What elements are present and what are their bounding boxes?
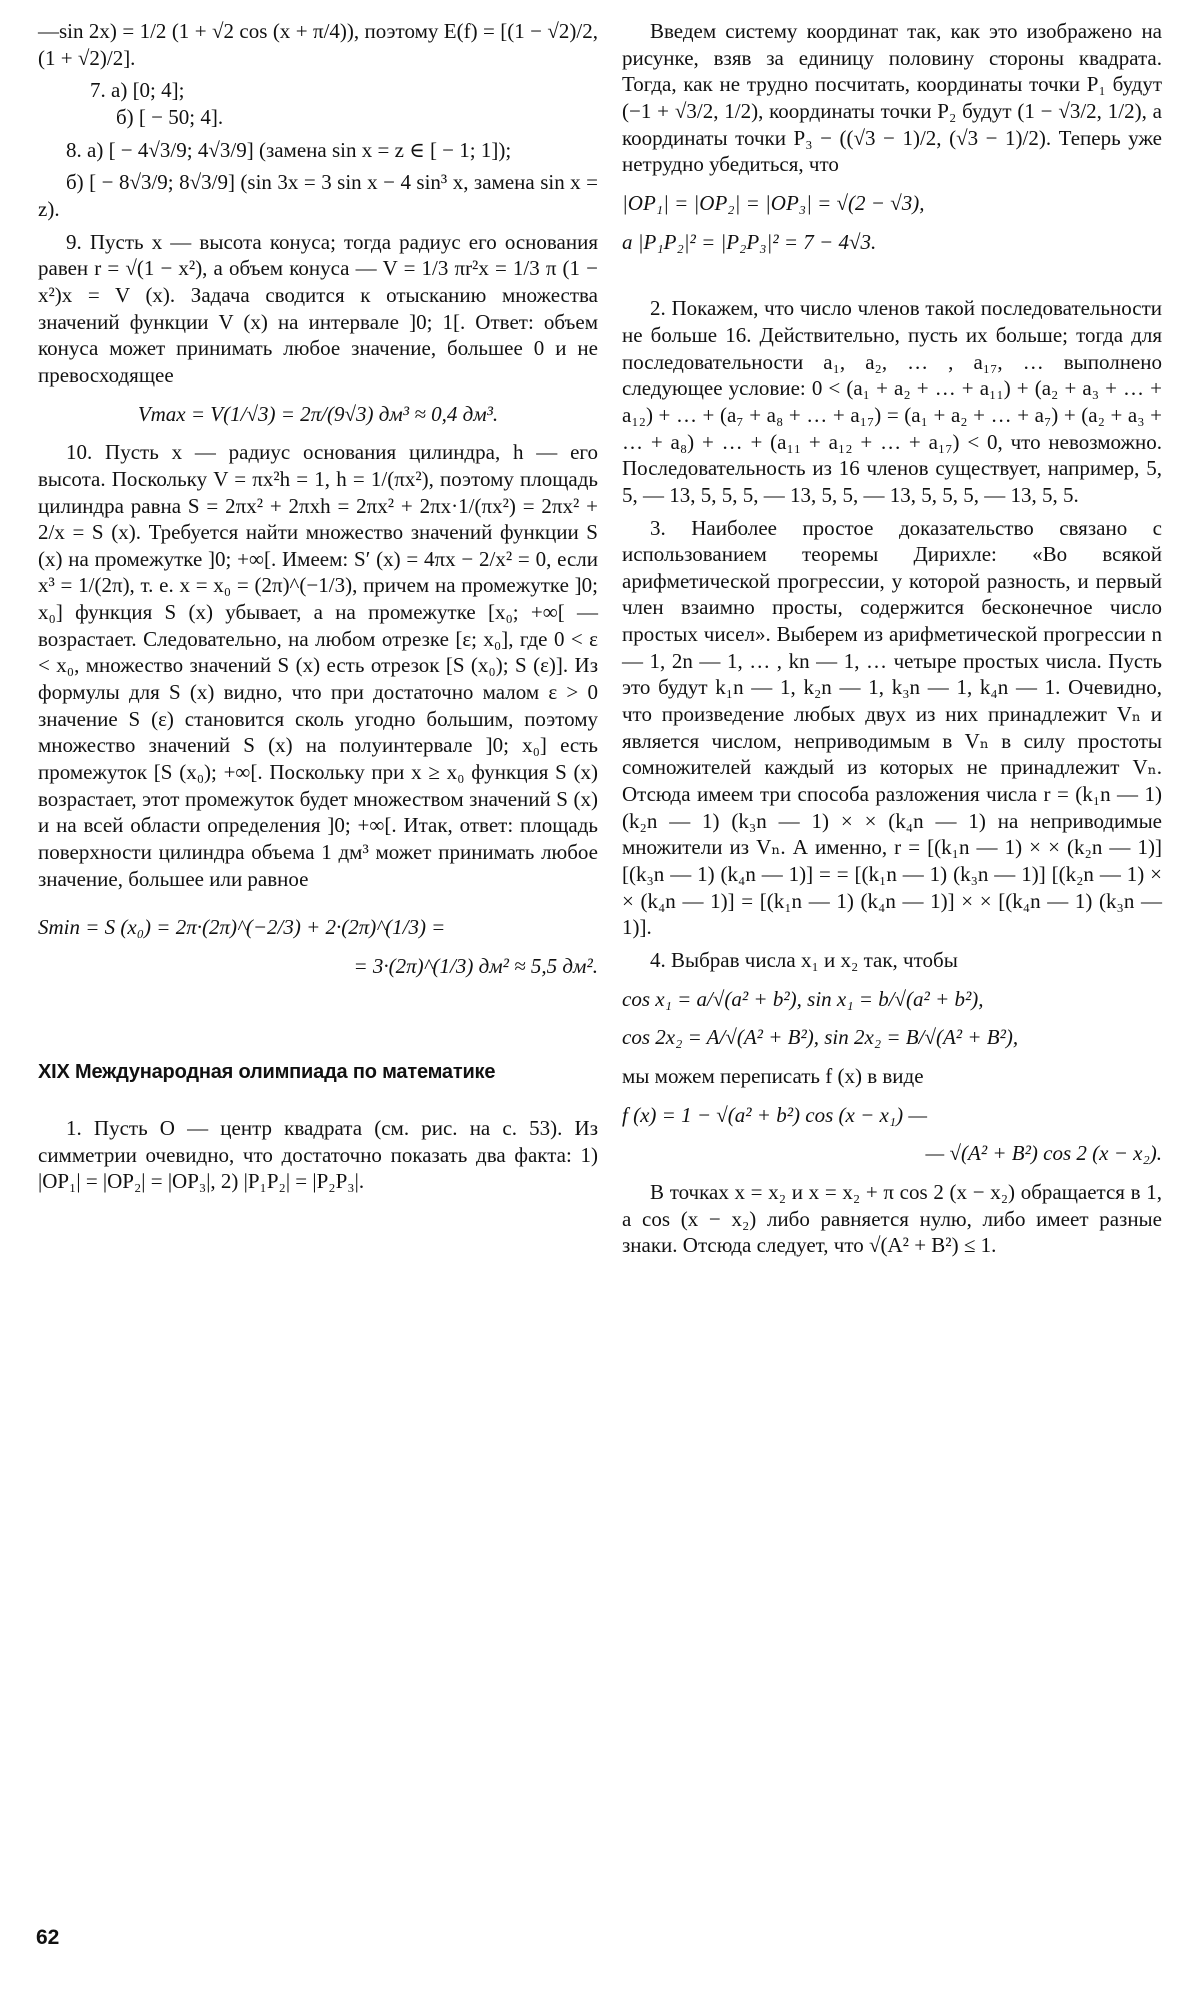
solution-9: 9. Пусть x — высота конуса; тогда радиус его основания равен r = √(1 − x²), а объем конуса — V = 1/3 πr²x = 1/3 π (1 − x²)x = V (x). Задача сводится к отысканию множества значений функции V (x) на интервале ]0; 1[. Ответ: объем конуса может принимать любое значение, большее 0 и не превосходящее [38,229,598,387]
formula-op-lengths: |OP₁| = |OP₂| = |OP₃| = √(2 − √3), [622,190,925,215]
answer-7b: б) [ − 50; 4]. [116,104,224,129]
olympiad-problem-2: 2. Покажем, что число членов такой последовательности не больше 16. Действительно, пусть их больше; тогда для последовательности a₁, a₂, … , a₁₇, … выполнено следующее условие: 0 < (a₁ + a₂ + … + a₁₁) + (a₂ + a₃ + … + a₁₂) + … + (a₇ + a₈ + … + a₁₇) = (a₁ + a₂ + … + a₇) + (a₂ + a₃ + … + a₈) + … + (a₁₁ + a₁₂ + … + a₁₇) < 0, что невозможно. Последовательность из 16 членов существует, например, 5, 5, — 13, 5, 5, 5, — 13, 5, 5, — 13, 5, 5, 5, — 13, 5, 5. [622,296,1162,507]
formula-x1: cos x₁ = a/√(a² + b²), sin x₁ = b/√(a² + b²), [622,986,984,1011]
solution-6-end: —sin 2x) = 1/2 (1 + √2 cos (x + π/4)), поэтому E(f) = [(1 − √2)/2, (1 + √2)/2]. [38,19,598,70]
answer-8b: б) [ − 8√3/9; 8√3/9] (sin 3x = 3 sin x − 4 sin³ x, замена sin x = z). [38,170,598,221]
answer-8a: 8. а) [ − 4√3/9; 4√3/9] (замена sin x = z ∈ [ − 1; 1]); [66,137,512,162]
formula-p-distances: а |P₁P₂|² = |P₂P₃|² = 7 − 4√3. [622,229,877,254]
coordinates-paragraph: Введем систему координат так, как это изображено на рисунке, взяв за единицу половину стороны квадрата. Тогда, как не трудно посчитать, координаты точки P₁ будут (−1 + √3/2, 1/2), координаты точки P₂ будут (1 − √3/2, 1/2), а координаты точки P₃ − ((√3 − 1)/2, (√3 − 1)/2). Теперь уже нетрудно убедиться, что [622,19,1162,177]
formula-x2: cos 2x₂ = A/√(A² + B²), sin 2x₂ = B/√(A² + B²), [622,1025,1019,1050]
solution-10: 10. Пусть x — радиус основания цилиндра, h — его высота. Поскольку V = πx²h = 1, h = 1/(πx²), поэтому площадь цилиндра равна S = 2πx² + 2πxh = 2πx² + 2πx·1/(πx²) = 2πx² + 2/x = S (x). Требуется найти множество значений функции S (x) на промежутке ]0; +∞[. Имеем: S′ (x) = 4πx − 2/x² = 0, если x³ = 1/(2π), т. е. x = x₀ = (2π)^(−1/3), причем на промежутке ]0; x₀] функция S (x) убывает, а на промежутке [x₀; +∞[ — возрастает. Следовательно, на любом отрезке [ε; x₀], где 0 < ε < x₀, множество значений S (x) есть отрезок [S (x₀); S (ε)]. Из формулы для S (x) видно, что при достаточно малом ε > 0 значение S (ε) становится сколь угодно большим, поэтому множество значений S (x) на полуинтервале ]0; x₀] есть промежуток [S (x₀); +∞[. Поскольку при x ≥ x₀ функция S (x) возрастает, этот промежуток будет множеством значений S (x) и на всей области определения ]0; +∞[. Итак, ответ: площадь поверхности цилиндра объема 1 дм³ может принимать любое значение, большее или равное [38,440,598,891]
rewrite-text: мы можем переписать f (x) в виде [622,1063,924,1088]
answer-7a: 7. а) [0; 4]; [90,78,185,103]
page-number: 62 [36,1926,60,1949]
olympiad-problem-3: 3. Наиболее простое доказательство связано с использованием теоремы Дирихле: «Во всякой арифметической прогрессии, у которой разность, и первый член взаимно просты, содержится бесконечное число простых чисел». Выберем из арифметической прогрессии n — 1, 2n — 1, … , kn — 1, … четыре простых числа. Пусть это будут k₁n — 1, k₂n — 1, k₃n — 1, k₄n — 1. Очевидно, что произведение любых двух из них принадлежит Vₙ и является числом, неприводимым в Vₙ в силу простоты сомножителей каждый из которых не принадлежит Vₙ. Отсюда имеем три способа разложения числа r = (k₁n — 1) (k₂n — 1) (k₃n — 1) × × (k₄n — 1) на неприводимые множители из Vₙ. А именно, r = [(k₁n — 1) × × (k₂n — 1)] [(k₃n — 1) (k₄n — 1)] = = [(k₁n — 1) (k₃n — 1)] [(k₂n — 1) × × (k₄n — 1)] = [(k₁n — 1) (k₄n — 1)] × × [(k₄n — 1) (k₃n — 1)]. [622,515,1162,940]
formula-smin: Smin = S (x₀) = 2π·(2π)^(−2/3) + 2·(2π)^(1/3) = [38,915,446,940]
formula-vmax: Vmax = V(1/√3) = 2π/(9√3) дм³ ≈ 0,4 дм³. [137,401,499,426]
formula-smin-value: = 3·(2π)^(1/3) дм² ≈ 5,5 дм². [353,954,598,978]
formula-f-line2: — √(A² + B²) cos 2 (x − x₂). [925,1141,1162,1166]
spacer [622,267,1162,295]
olympiad-problem-4: 4. Выбрав числа x₁ и x₂ так, чтобы [650,948,958,972]
section-heading: XIX Международная олимпиада по математике [38,1060,496,1083]
conclusion-paragraph: В точках x = x₂ и x = x₂ + π cos 2 (x − x₂) обращается в 1, а cos (x − x₂) либо равняется нулю, либо имеет разные знаки. Отсюда следует, что √(A² + B²) ≤ 1. [622,1179,1162,1258]
formula-f-line1: f (x) = 1 − √(a² + b²) cos (x − x₁) — [622,1102,928,1127]
olympiad-problem-1: 1. Пусть O — центр квадрата (см. рис. на с. 53). Из симметрии очевидно, что достаточно показать два факта: 1) |OP₁| = |OP₂| = |OP₃|, 2) |P₁P₂| = |P₂P₃|. [38,1116,598,1194]
right-column [622,18,1162,1259]
left-column [38,18,598,1195]
